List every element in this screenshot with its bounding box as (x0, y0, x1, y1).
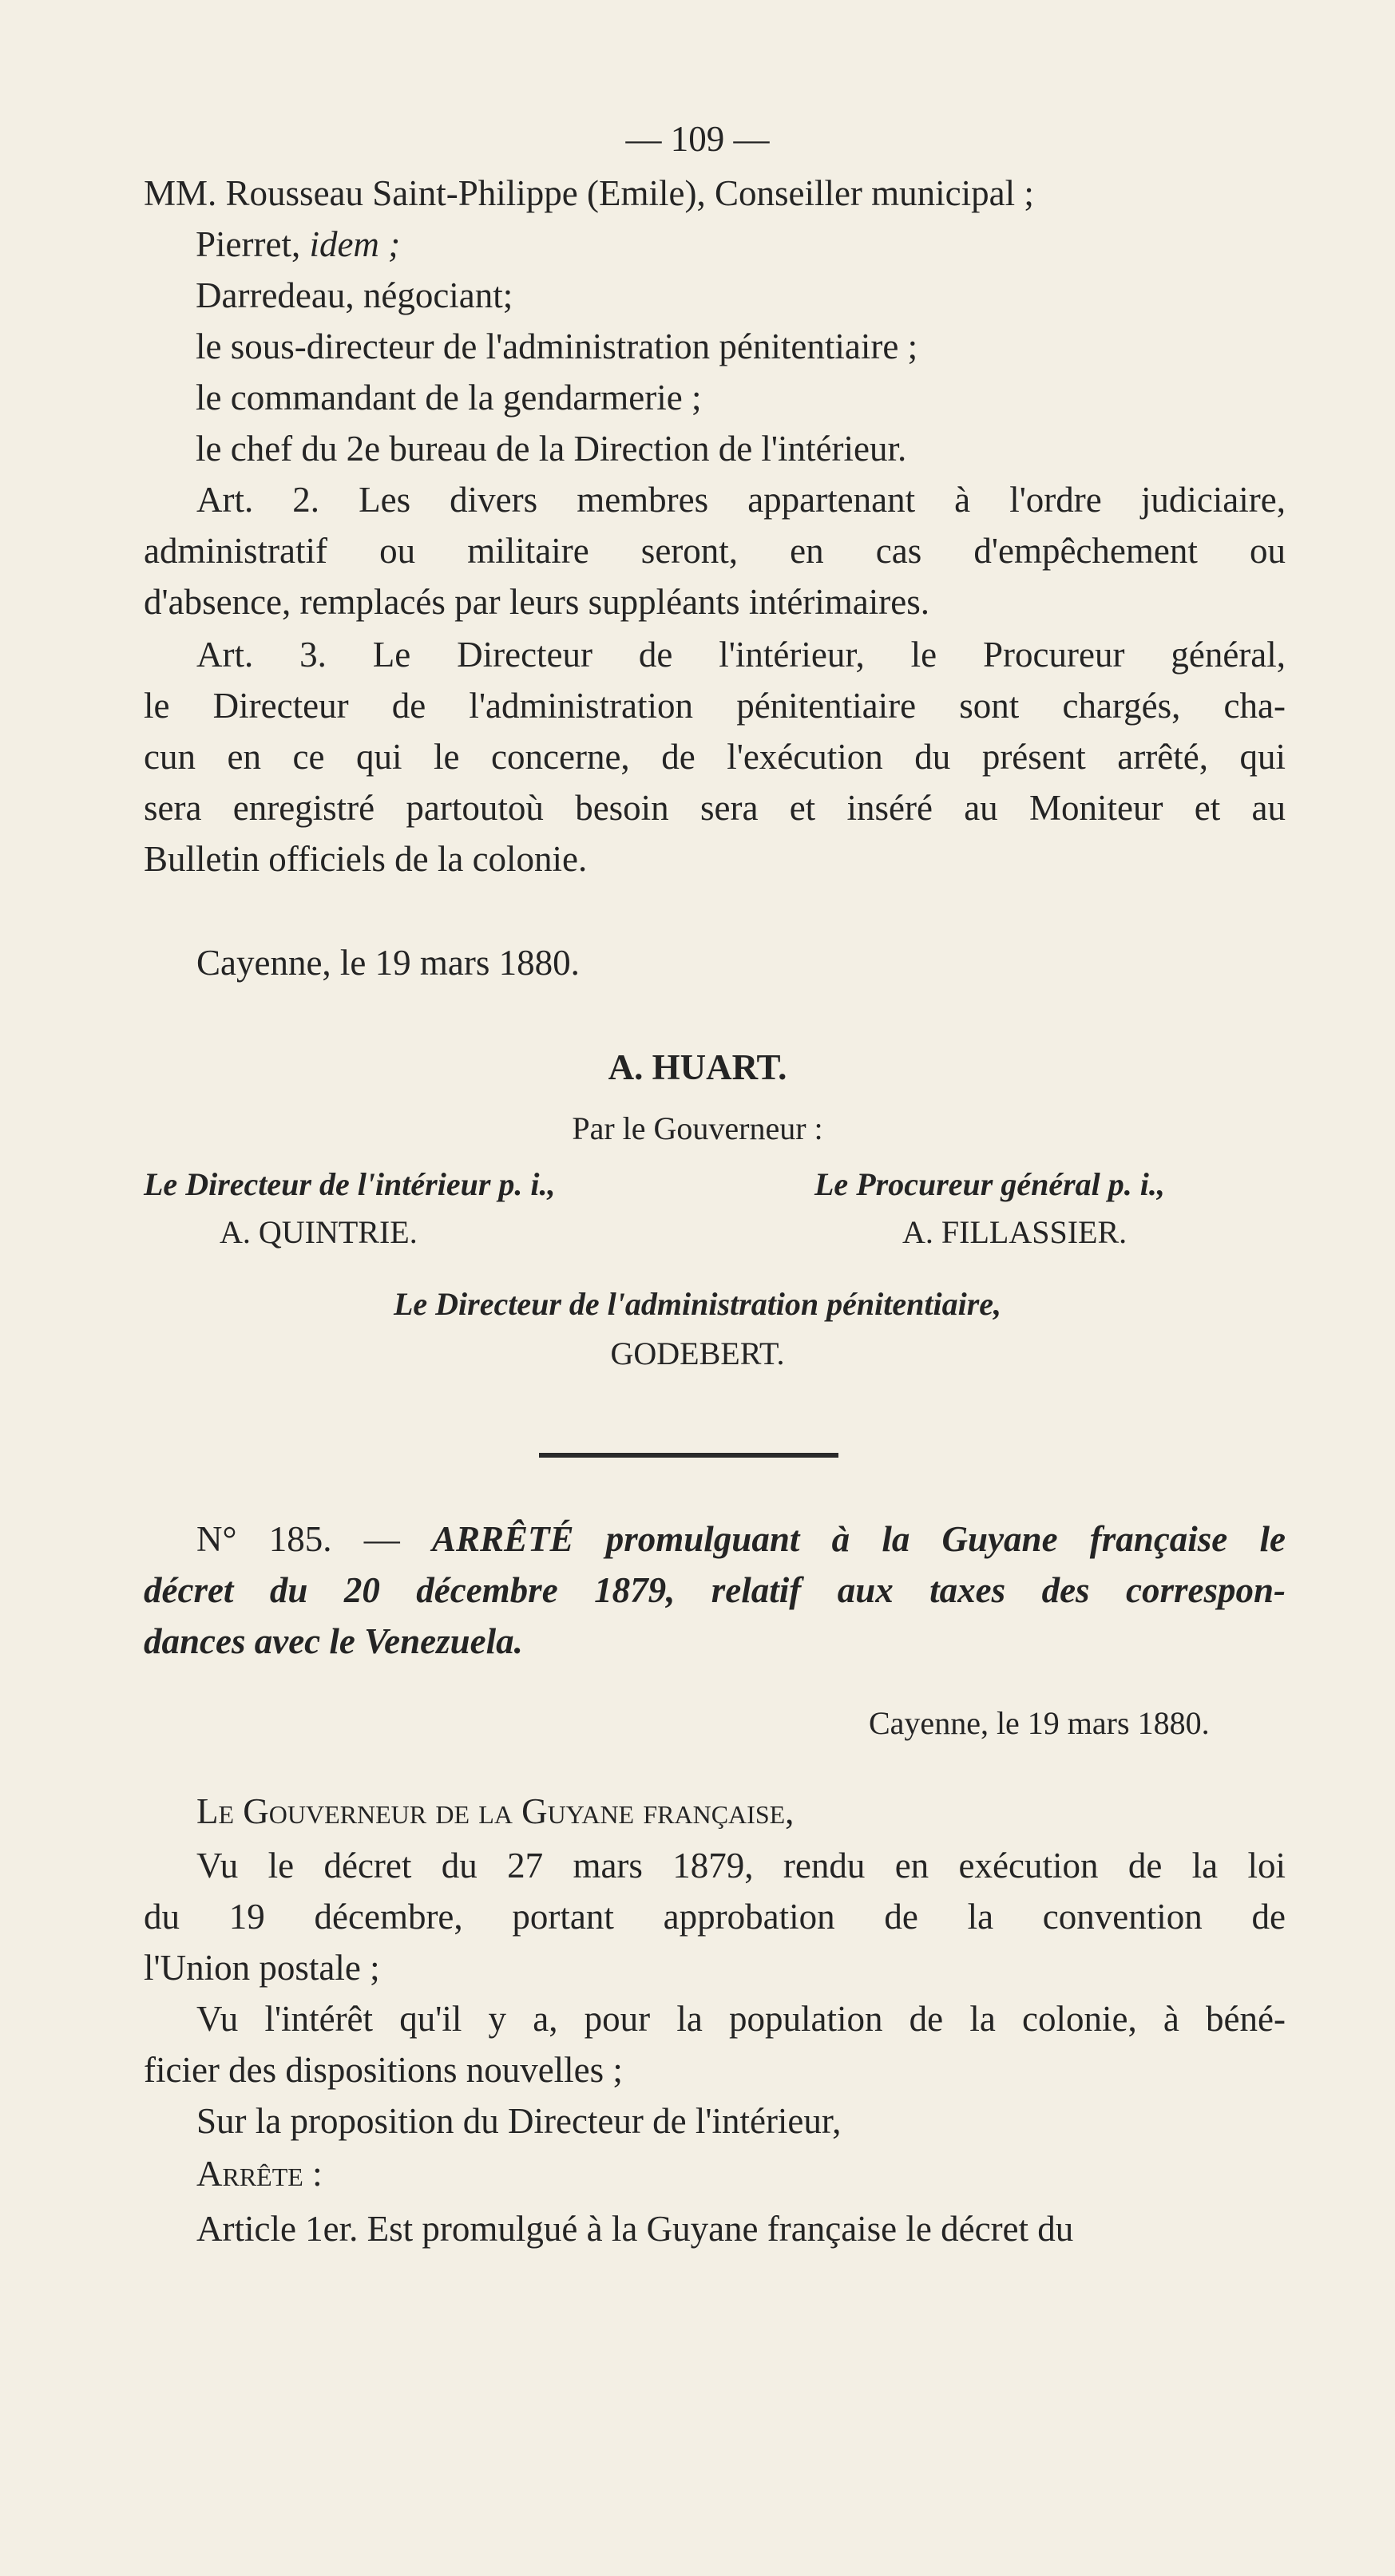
page-number: — 109 — (625, 119, 770, 159)
left-signatory-title: Le Directeur de l'intérieur p. i., (144, 1166, 556, 1202)
article-3 (144, 629, 1286, 884)
article-2-line: administratif ou militaire seront, en cas d'empêchement ou (144, 531, 1286, 571)
governor-signature: A. HUART. (608, 1047, 787, 1087)
vu-2-line: ficier des dispositions nouvelles ; (144, 2050, 623, 2090)
article-1: Article 1er. Est promulgué à la Guyane française le décret du (196, 2209, 1074, 2249)
section-divider (539, 1453, 838, 1458)
right-signatory-title: Le Procureur général p. i., (814, 1166, 1165, 1202)
arrete-heading: Arrête : (196, 2154, 323, 2194)
member-rousseau: Rousseau Saint-Philippe (Emile), Conseiller municipal ; (225, 173, 1034, 213)
article-2-line: d'absence, remplacés par leurs suppléants intérimaires. (144, 582, 929, 622)
place-date: Cayenne, le 19 mars 1880. (196, 943, 580, 983)
vu-clause-1 (144, 1840, 1286, 1993)
vu-1-line: du 19 décembre, portant approbation de la convention de (144, 1897, 1286, 1937)
vu-1-line: Vu le décret du 27 mars 1879, rendu en exécution de la loi (196, 1846, 1286, 1886)
vu-1-line: l'Union postale ; (144, 1948, 380, 1988)
decree-date: Cayenne, le 19 mars 1880. (869, 1705, 1210, 1741)
article-3-line: le Directeur de l'administration pénitentiaire sont chargés, cha- (144, 686, 1286, 726)
decree-heading-line (144, 1514, 1286, 1565)
member-item: le chef du 2e bureau de la Direction de l'intérieur. (196, 429, 907, 469)
article-3-line: cun en ce qui le concerne, de l'exécution du présent arrêté, qui (144, 737, 1286, 777)
decree-heading-line: décret du 20 décembre 1879, relatif aux taxes des correspon- (144, 1570, 1286, 1610)
member-item: Pierret, idem ; (196, 224, 401, 264)
decree-heading (144, 1514, 1286, 1667)
article-3-line: Bulletin officiels de la colonie. (144, 839, 588, 879)
member-item: Darredeau, négociant; (196, 275, 513, 315)
par-le-gouverneur: Par le Gouverneur : (572, 1110, 823, 1146)
center-signatory-name: GODEBERT. (610, 1335, 785, 1371)
article-3-line: sera enregistré partoutoù besoin sera et inséré au Moniteur et au (144, 788, 1286, 828)
decree-heading-line: dances avec le Venezuela. (144, 1621, 523, 1661)
article-2 (144, 474, 1286, 627)
right-signatory-name: A. FILLASSIER. (902, 1214, 1127, 1250)
members-first-line (144, 168, 1034, 219)
proposition-clause: Sur la proposition du Directeur de l'intérieur, (196, 2101, 842, 2141)
members-list (196, 219, 917, 474)
member-item: le commandant de la gendarmerie ; (196, 378, 702, 417)
member-item: le sous-directeur de l'administration pénitentiaire ; (196, 326, 918, 366)
decree-title: ARRÊTÉ promulguant à la Guyane française le (431, 1519, 1286, 1559)
article-2-line: Art. 2. Les divers membres appartenant à l'ordre judiciaire, (196, 480, 1286, 520)
vu-clause-2 (144, 1993, 1286, 2095)
decree-preamble: Le Gouverneur de la Guyane française, (196, 1791, 795, 1831)
article-3-line: Art. 3. Le Directeur de l'intérieur, le Procureur général, (196, 635, 1286, 675)
decree-number: N° 185. — (196, 1519, 432, 1559)
center-signatory-title: Le Directeur de l'administration pénitentiaire, (393, 1286, 1002, 1322)
members-lead: MM. (144, 173, 217, 213)
left-signatory-name: A. QUINTRIE. (220, 1214, 418, 1250)
vu-2-line: Vu l'intérêt qu'il y a, pour la population de la colonie, à béné- (196, 1999, 1286, 2039)
